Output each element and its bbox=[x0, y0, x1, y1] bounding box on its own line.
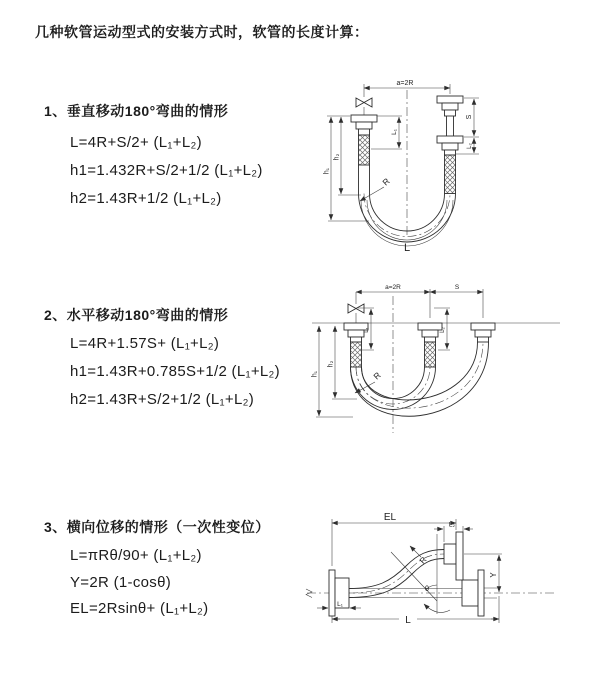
d3-dim-l1 bbox=[317, 601, 361, 608]
d3-left-flange bbox=[329, 570, 349, 616]
d2-label-l1: L₁ bbox=[364, 327, 370, 333]
d3-label-r: R bbox=[417, 555, 429, 566]
section-1-heading: 1、垂直移动180°弯曲的情形 bbox=[44, 103, 229, 119]
d1-label-h1: h₁ bbox=[323, 167, 331, 175]
d1-label-l: L bbox=[403, 242, 411, 254]
d2-label-r: R bbox=[371, 370, 383, 382]
d1-label-a2r: a=2R bbox=[396, 80, 414, 87]
d3-right-flange-upper bbox=[444, 532, 463, 580]
d2-label-a2r: a=2R bbox=[385, 284, 401, 291]
d3-dim-el bbox=[332, 512, 456, 566]
d1-dim-s-l2 bbox=[456, 98, 479, 154]
d3-label-el: EL bbox=[383, 512, 397, 523]
d3-label-l: L bbox=[405, 615, 411, 626]
d2-valve-icon bbox=[348, 292, 364, 323]
diagram-horizontal-movement-180 bbox=[300, 282, 600, 450]
d3-label-l2: L₂ bbox=[448, 521, 456, 529]
section-3-heading: 3、横向位移的情形（一次性变位） bbox=[44, 519, 270, 535]
formula-s2-h1: h1=1.43R+0.785S+1/2 (L₁+L₂) bbox=[70, 363, 280, 380]
d1-label-r: R bbox=[380, 176, 392, 188]
d2-middle-braid bbox=[425, 342, 436, 367]
d2-right-fitting bbox=[471, 323, 495, 342]
d2-left-braid bbox=[351, 342, 362, 367]
d1-left-fitting bbox=[351, 115, 377, 194]
d1-label-l2: L₂ bbox=[467, 143, 473, 149]
d2-dim-top bbox=[356, 284, 483, 318]
formula-s2-L: L=4R+1.57S+ (L₁+L₂) bbox=[70, 335, 220, 352]
d3-label-l1: L₁ bbox=[337, 601, 343, 608]
d1-annotations bbox=[360, 176, 410, 254]
d3-right-flange-lower bbox=[462, 570, 484, 616]
d2-label-s: S bbox=[454, 284, 460, 291]
diagram-vertical-movement-180 bbox=[270, 72, 590, 267]
diagram-lateral-displacement bbox=[295, 500, 600, 650]
d3-dim-l2 bbox=[434, 522, 473, 543]
formula-s2-h2: h2=1.43R+S/2+1/2 (L₁+L₂) bbox=[70, 391, 255, 408]
d1-label-l1: L₁ bbox=[391, 129, 398, 135]
d1-right-braid bbox=[445, 155, 456, 194]
d3-label-theta: θ bbox=[424, 584, 430, 593]
formula-s3-Y: Y=2R (1-cosθ) bbox=[70, 574, 172, 591]
d2-middle-fitting bbox=[418, 323, 442, 367]
formula-s3-EL: EL=2Rsinθ+ (L₁+L₂) bbox=[70, 600, 209, 617]
d2-label-h1: h₁ bbox=[311, 370, 319, 378]
d1-left-braid bbox=[359, 135, 370, 165]
d2-label-h2: h₂ bbox=[327, 360, 335, 368]
formula-s1-h2: h2=1.43R+1/2 (L₁+L₂) bbox=[70, 190, 222, 207]
d2-annotations bbox=[355, 370, 383, 393]
d1-label-s: S bbox=[466, 114, 473, 120]
page-title: 几种软管运动型式的安装方式时，软管的长度计算： bbox=[35, 24, 369, 40]
d3-hose-displaced bbox=[349, 550, 444, 598]
section-2-heading: 2、水平移动180°弯曲的情形 bbox=[44, 307, 229, 323]
d2-label-l2: L₂ bbox=[440, 327, 446, 333]
d1-valve-icon bbox=[356, 98, 372, 115]
formula-s3-L: L=πRθ/90+ (L₁+L₂) bbox=[70, 547, 202, 564]
formula-s1-L: L=4R+S/2+ (L₁+L₂) bbox=[70, 134, 202, 151]
d3-label-y: Y bbox=[489, 572, 498, 578]
d1-label-h2: h₂ bbox=[333, 153, 341, 161]
d1-hose-bend bbox=[359, 194, 456, 247]
d1-right-fitting bbox=[437, 96, 463, 194]
d2-hose-position-b bbox=[351, 342, 489, 416]
d3-angle-theta bbox=[391, 534, 450, 614]
formula-s1-h1: h1=1.432R+S/2+1/2 (L₁+L₂) bbox=[70, 162, 263, 179]
